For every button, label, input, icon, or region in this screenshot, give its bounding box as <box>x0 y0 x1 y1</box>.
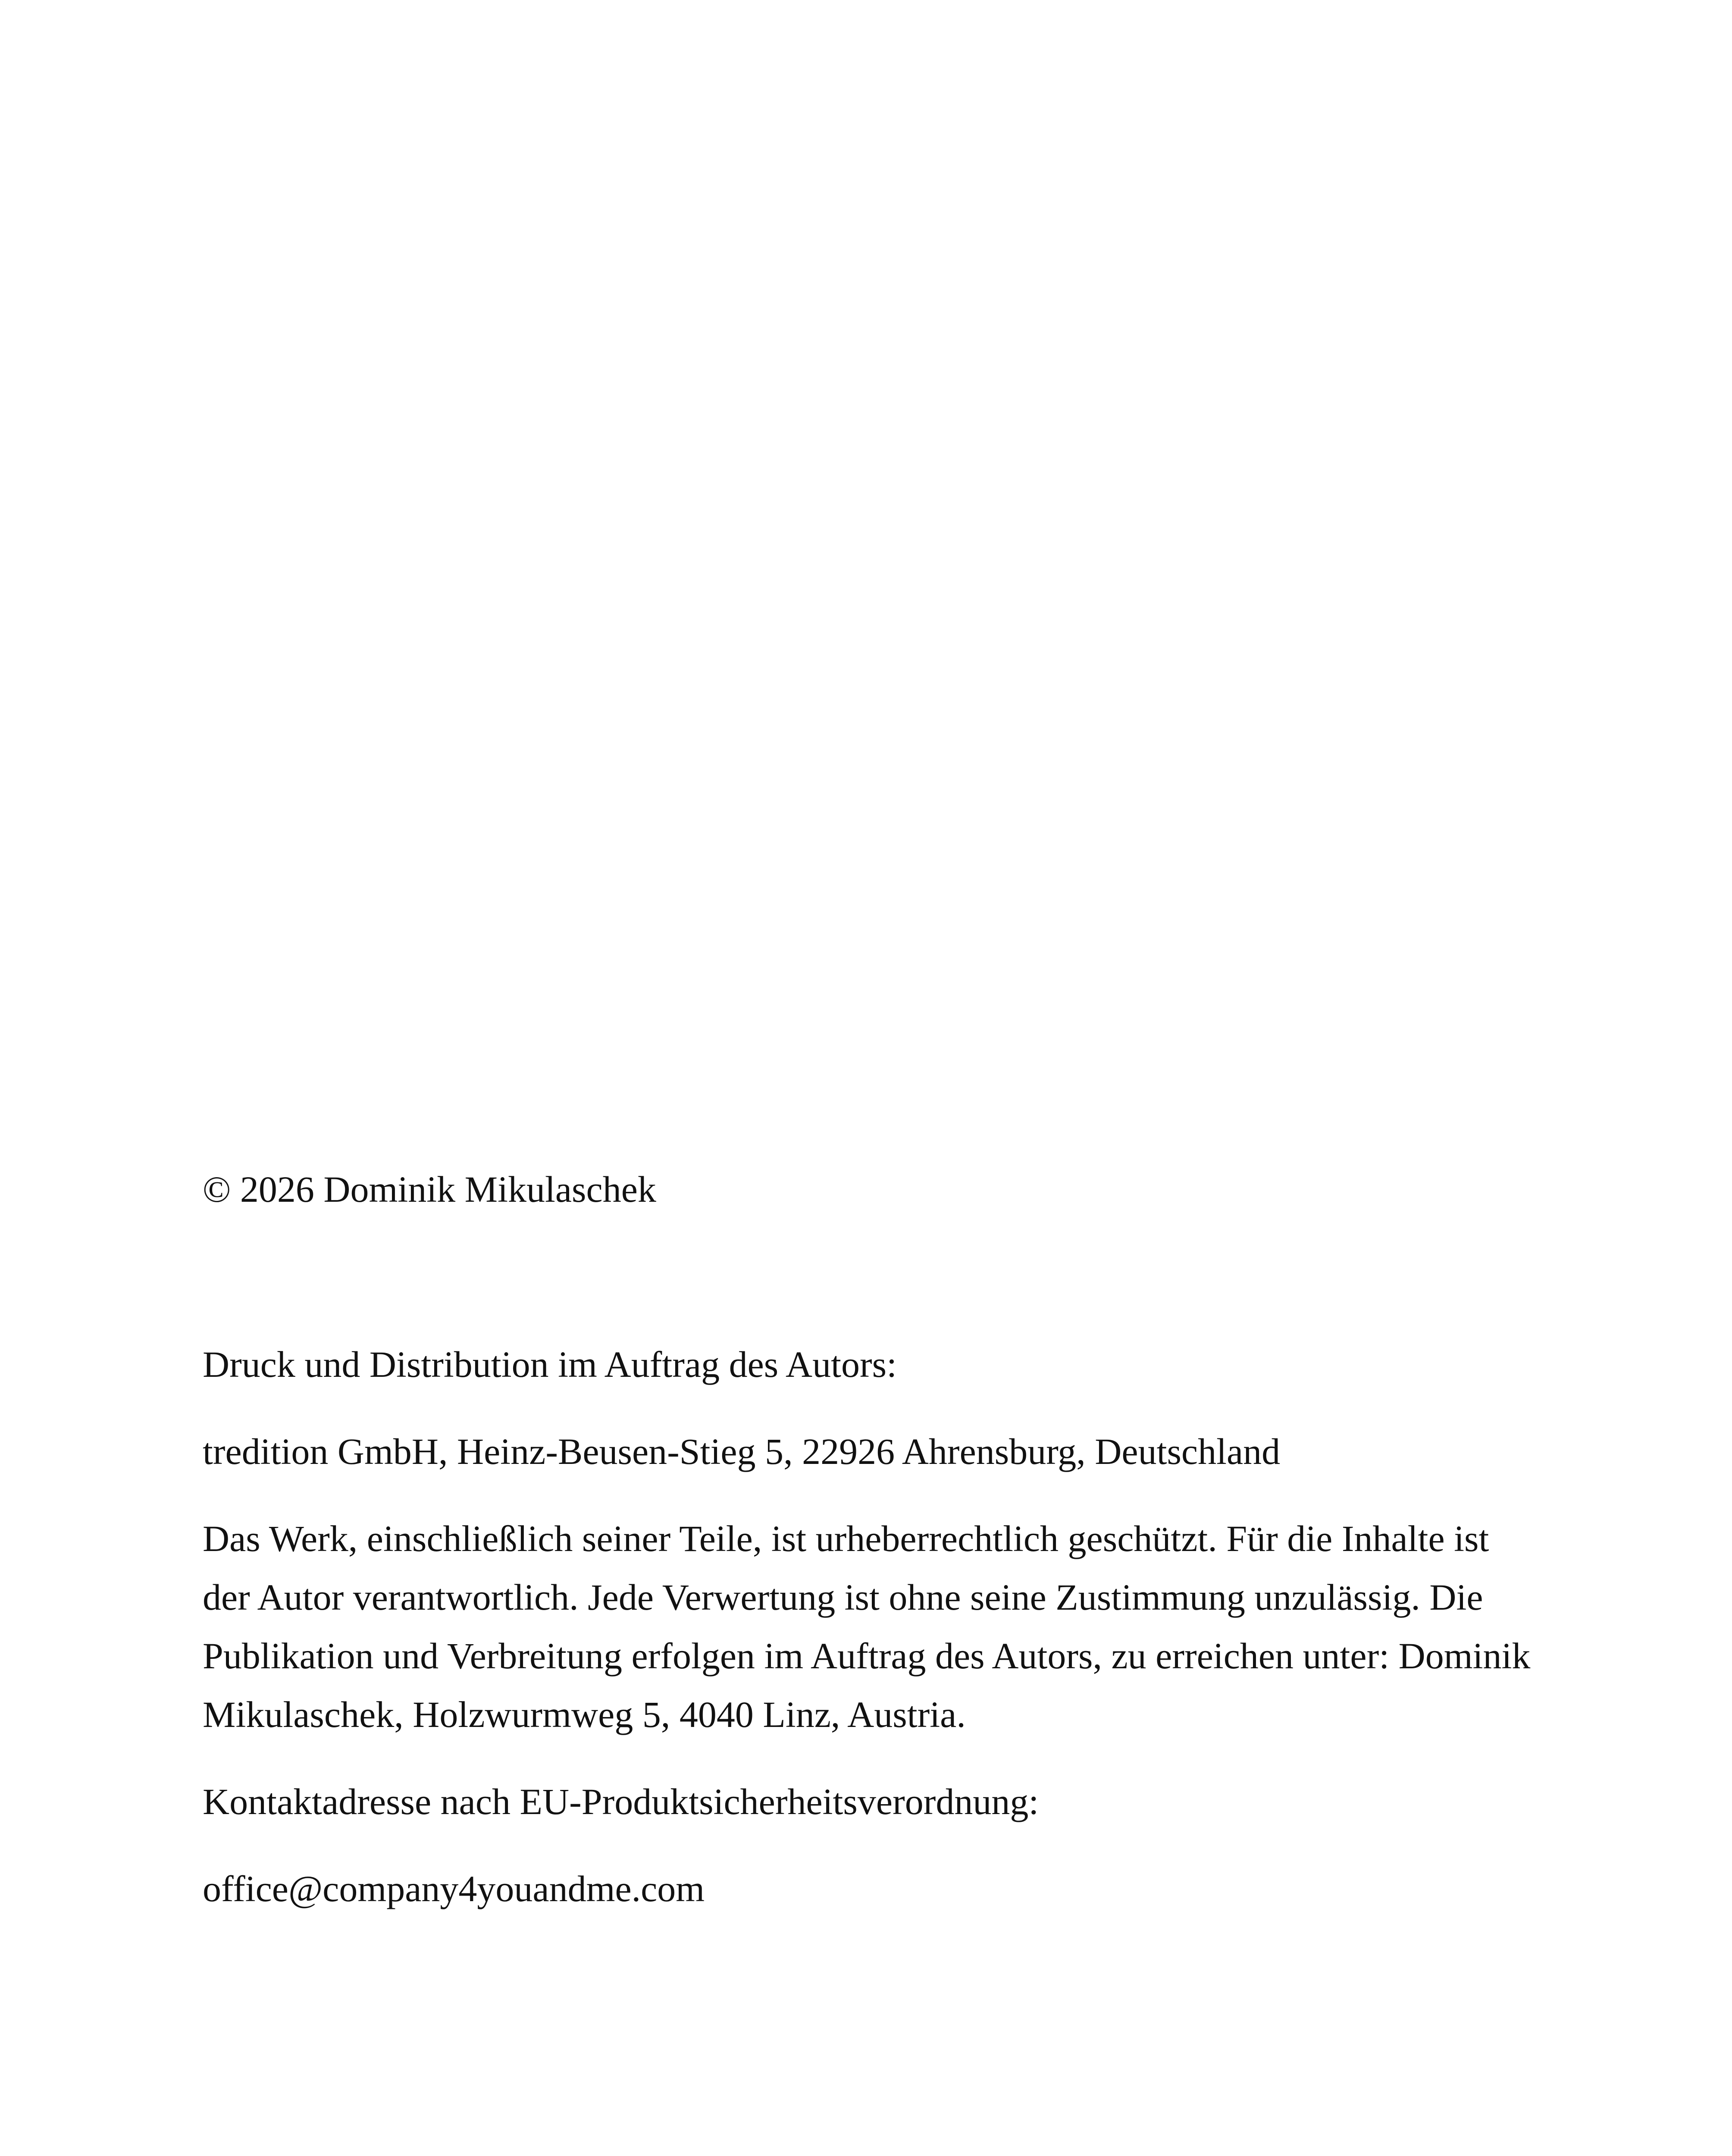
copyright-notice: © 2026 Dominik Mikulaschek <box>203 1169 656 1210</box>
publisher-address: tredition GmbH, Heinz-Beusen-Stieg 5, 22926 Ahrensburg, Deutschland <box>203 1431 1281 1472</box>
printing-distribution-heading: Druck und Distribution im Auftrag des Autors: <box>203 1344 897 1385</box>
imprint-block <box>203 1160 1539 1918</box>
contact-email: office@company4youandme.com <box>203 1868 705 1909</box>
eu-contact-label: Kontaktadresse nach EU-Produktsicherheitsverordnung: <box>203 1781 1039 1822</box>
copyright-rights-paragraph: Das Werk, einschließlich seiner Teile, ist urheberrechtlich geschützt. Für die Inhalte ist der Autor verantwortlich. Jede Verwertung ist ohne seine Zustimmung unzulässig. Die Publikation und Verbreitung erfolgen im Auftrag des Autors, zu erreichen unter: Dominik Mikulaschek, Holzwurmweg 5, 4040 Linz, Austria. <box>203 1518 1531 1735</box>
